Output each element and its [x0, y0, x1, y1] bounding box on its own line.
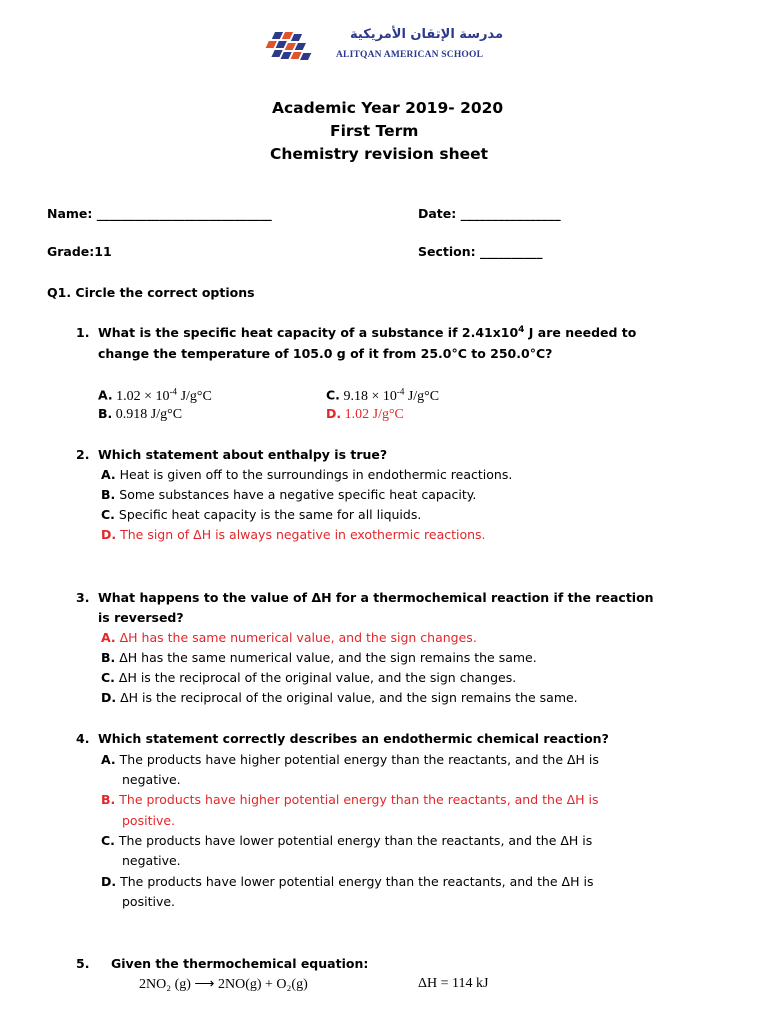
q2-option-c: C. Specific heat capacity is the same for all liquids.: [101, 507, 422, 522]
q3-option-d: D. ΔH is the reciprocal of the original value, and the sign remains the same.: [101, 690, 578, 705]
q4-option-a-line2: negative.: [122, 772, 181, 787]
q4-option-c: C. The products have lower potential energy than the reactants, and the ΔH is: [101, 833, 593, 848]
q1-option-b: B. 0.918 J/g°C: [98, 406, 183, 422]
question-3-text: What happens to the value of ΔH for a thermochemical reaction if the reaction: [98, 590, 654, 605]
sheet-title: Chemistry revision sheet: [270, 145, 489, 163]
question-2-number: 2.: [76, 447, 90, 462]
question-5-text: Given the thermochemical equation:: [111, 956, 369, 971]
q1-option-c: C. $9.18 \times 10^{-4}$ J/g°C: [326, 386, 440, 404]
question-5-number: 5.: [76, 956, 90, 971]
q2-option-d-answer: D. The sign of ΔH is always negative in exothermic reactions.: [101, 527, 486, 542]
section-field: Section: __________: [418, 244, 543, 259]
question-1-text-line2: change the temperature of 105.0 g of it from 25.0°C to 250.0°C?: [98, 346, 553, 361]
q5-equation: 2NO₂ (g) ⟶ 2NO(g) + O₂(g): [139, 977, 308, 992]
question-2-text: Which statement about enthalpy is true?: [98, 447, 388, 462]
question-3-number: 3.: [76, 590, 90, 605]
q4-option-c-line2: negative.: [122, 853, 181, 868]
question-1-text: What is the specific heat capacity of a substance if $2.41x10^4$ J are needed to: [98, 325, 637, 341]
date-field: Date: ________________: [418, 206, 561, 221]
q1-instruction: Q1. Circle the correct options: [47, 285, 255, 300]
q4-option-a: A. The products have higher potential energy than the reactants, and the ΔH is: [101, 752, 599, 767]
name-field: Name: ____________________________: [47, 206, 272, 221]
grade-field: Grade:11: [47, 244, 112, 259]
question-1-number: 1.: [76, 325, 90, 340]
q5-enthalpy-change: ΔH = 114 kJ: [418, 976, 489, 991]
q1-option-d-answer: D. 1.02 J/g°C: [326, 406, 404, 422]
q4-option-d: D. The products have lower potential energy than the reactants, and the ΔH is: [101, 874, 594, 889]
q3-option-c: C. ΔH is the reciprocal of the original value, and the sign changes.: [101, 670, 517, 685]
question-4-text: Which statement correctly describes an endothermic chemical reaction?: [98, 731, 609, 746]
school-name-arabic: مدرسة الإتقان الأمريكية: [350, 27, 504, 42]
q2-option-a: A. Heat is given off to the surroundings in endothermic reactions.: [101, 467, 513, 482]
school-logo: [258, 24, 504, 68]
q2-option-b: B. Some substances have a negative specific heat capacity.: [101, 487, 477, 502]
term-title: First Term: [330, 122, 419, 140]
academic-year-title: Academic Year 2019- 2020: [272, 99, 504, 117]
q3-option-a-answer: A. ΔH has the same numerical value, and the sign changes.: [101, 630, 477, 645]
q3-option-b: B. ΔH has the same numerical value, and the sign remains the same.: [101, 650, 537, 665]
q1-option-a: A. $1.02 \times 10^{-4}$ J/g°C: [98, 386, 212, 404]
q4-option-d-line2: positive.: [122, 894, 176, 909]
school-name-english: ALITQAN AMERICAN SCHOOL: [336, 50, 484, 60]
question-3-text-line2: is reversed?: [98, 610, 184, 625]
school-emblem-icon: [258, 24, 338, 68]
q4-option-b-line2: positive.: [122, 813, 176, 828]
question-4-number: 4.: [76, 731, 90, 746]
q4-option-b-answer: B. The products have higher potential energy than the reactants, and the ΔH is: [101, 792, 599, 807]
